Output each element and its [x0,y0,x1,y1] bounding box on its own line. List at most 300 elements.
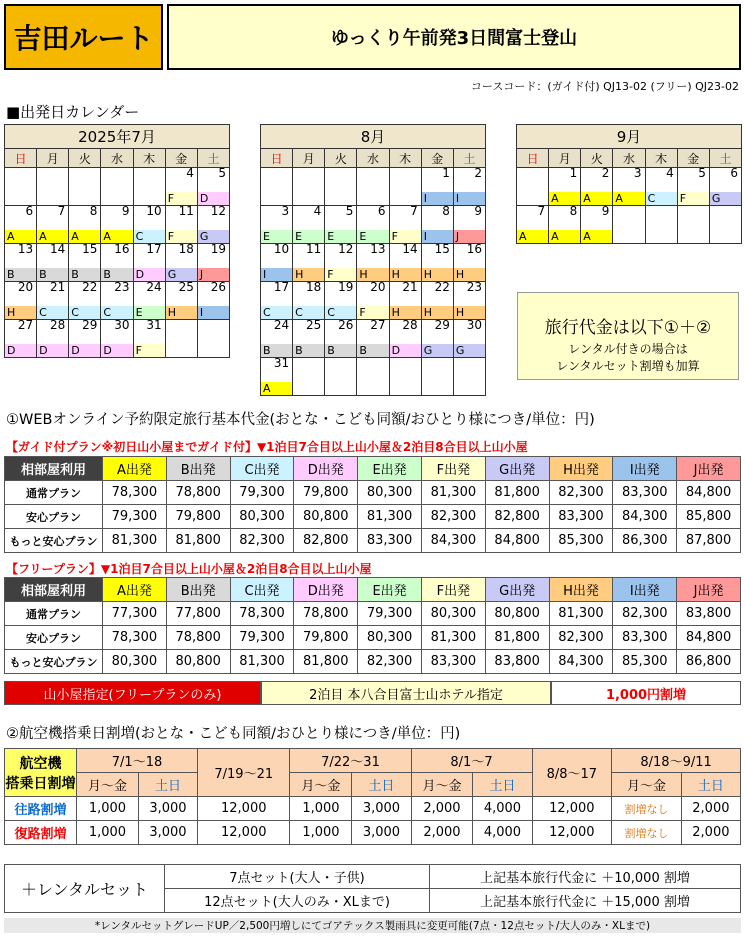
day-number: 19 [338,280,354,294]
price-cell: 78,800 [166,481,230,505]
departure-code: H [422,268,453,281]
calendar-day[interactable] [421,244,453,282]
weekday-label: 日 [5,149,37,168]
weekday-label: 木 [645,149,677,168]
calendar-day[interactable] [165,282,197,320]
day-number: 30 [466,318,482,332]
departure-code: E [134,306,165,319]
departure-code: D [69,344,100,357]
day-number: 16 [114,242,130,256]
departure-code: G [198,230,229,243]
day-number: 21 [402,280,418,294]
calendar-day[interactable] [357,244,389,282]
departure-header: C出発 [230,457,294,481]
day-number: 25 [178,280,194,294]
weekday-label: 日 [261,149,293,168]
weekday-label: 火 [69,149,101,168]
weekday-label: 金 [677,149,709,168]
day-number: 17 [273,280,290,294]
price-cell: 80,300 [421,602,485,626]
departure-header: A出発 [103,457,167,481]
surcharge-cell: 4,000 [473,821,532,845]
calendar-day[interactable] [5,320,37,358]
calendar-day[interactable] [133,320,165,358]
calendar-day[interactable] [197,168,229,206]
plan-label: もっと安心プラン [5,650,103,674]
day-number: 14 [50,242,66,256]
price-cell: 83,300 [549,505,613,529]
day-number: 5 [345,204,354,218]
calendar-day[interactable] [389,206,421,244]
price-cell: 84,300 [421,529,485,553]
calendar-day[interactable] [101,244,133,282]
departure-header: F出発 [421,578,485,602]
day-number: 8 [442,204,450,218]
day-number: 17 [146,242,162,256]
day-number: 7 [57,204,66,218]
day-number: 28 [402,318,418,332]
departure-code: B [69,268,100,281]
price-cell: 79,800 [294,481,358,505]
price-cell: 81,300 [103,529,167,553]
departure-header: I出発 [613,578,677,602]
departure-code: B [357,344,388,357]
weekday-label: 木 [133,149,165,168]
calendar-day[interactable] [69,206,101,244]
calendar-day[interactable] [5,282,37,320]
price-info-line1: 旅行代金は以下①＋② [544,318,712,338]
weekend-header: 土日 [681,773,740,797]
departure-header: A出発 [103,578,167,602]
calendar-day [645,206,677,244]
airline-label-line2: 搭乗日割増 [5,775,76,792]
day-number: 29 [82,318,98,332]
calendar-day[interactable] [197,282,229,320]
calendar-day[interactable] [421,168,453,206]
calendar-day[interactable] [69,244,101,282]
departure-header: D出発 [294,578,358,602]
surcharge-cell: 3,000 [352,821,411,845]
guide-price-table [4,456,741,553]
calendar-day[interactable] [453,244,485,282]
day-number: 23 [114,280,130,294]
departure-code: E [325,230,356,243]
price-cell: 78,300 [103,481,167,505]
weekday-header: 月～金 [411,773,473,797]
departure-code: H [390,268,421,281]
airline-surcharge-table [4,748,741,845]
weekday-label: 水 [613,149,645,168]
departure-code: G [422,344,453,357]
rental-set-7: 7点セット(大人・子供) [165,865,430,889]
rental-set-7-price: 上記基本旅行代金に ＋10,000 割増 [430,865,741,889]
departure-code: C [37,306,68,319]
weekday-label: 土 [709,149,741,168]
departure-header: G出発 [485,578,549,602]
departure-code: I [261,268,292,281]
surcharge-cell: 12,000 [198,797,290,821]
day-number: 4 [186,166,194,180]
calendar-day[interactable] [677,168,709,206]
price-cell: 83,300 [613,626,677,650]
departure-code: E [357,230,388,243]
departure-code: B [261,344,292,357]
day-number: 3 [281,204,290,218]
calendar-day[interactable] [549,206,581,244]
calendar-day[interactable] [69,282,101,320]
calendar-day [101,168,133,206]
calendar-day[interactable] [37,244,69,282]
calendar-day [293,168,325,206]
day-number: 7 [410,204,418,218]
day-number: 1 [569,166,578,180]
price-info-line2: レンタル付きの場合は [568,342,688,356]
weekday-label: 日 [517,149,549,168]
calendar-title: ■出発日カレンダー [6,103,140,121]
price-cell: 82,300 [421,505,485,529]
departure-code: A [613,192,644,205]
day-number: 13 [370,242,386,256]
price-cell: 83,800 [485,650,549,674]
price-cell: 77,300 [103,602,167,626]
surcharge-cell: 3,000 [138,797,197,821]
page-title: ゆっくり午前発3日間富士登山 [167,4,741,70]
calendar-day[interactable] [357,282,389,320]
day-number: 10 [273,242,290,256]
calendar-day[interactable] [389,320,421,358]
price-cell: 86,800 [677,650,741,674]
calendar-day[interactable] [325,206,357,244]
calendar-day[interactable] [581,168,613,206]
departure-code: B [37,268,68,281]
rental-set-12-price: 上記基本旅行代金に ＋15,000 割増 [430,889,741,913]
calendar-day [325,168,357,206]
departure-code: I [454,192,485,205]
price-cell: 79,800 [166,505,230,529]
departure-code: H [357,268,388,281]
departure-code: D [134,268,165,281]
surcharge-cell: 3,000 [138,821,197,845]
departure-code: I [422,192,453,205]
departure-code: C [101,306,132,319]
room-label: 相部屋利用 [5,578,103,602]
plan-label: もっと安心プラン [5,529,103,553]
calendar-day[interactable] [133,244,165,282]
price-cell: 85,300 [613,650,677,674]
departure-code: H [5,306,36,319]
day-number: 10 [146,204,162,218]
calendar-day[interactable] [37,206,69,244]
departure-header: E出発 [358,457,422,481]
calendar-day[interactable] [101,282,133,320]
surcharge-cell: 12,000 [198,821,290,845]
airline-label-line1: 航空機 [19,755,62,772]
day-number: 1 [442,166,450,180]
weekday-label: 水 [101,149,133,168]
weekday-header: 月～金 [612,773,682,797]
day-number: 15 [434,242,450,256]
price-cell: 82,800 [294,529,358,553]
calendar-day[interactable] [197,244,229,282]
price-cell: 77,800 [166,602,230,626]
plan-label: 通常プラン [5,602,103,626]
day-number: 18 [306,280,322,294]
departure-code: B [293,344,324,357]
day-number: 25 [306,318,322,332]
price-cell: 84,800 [677,626,741,650]
calendar-day [517,168,549,206]
price-cell: 79,300 [358,602,422,626]
departure-code: C [293,306,324,319]
calendar-day[interactable] [261,206,293,244]
price-cell: 79,300 [230,626,294,650]
departure-header: J出発 [677,578,741,602]
departure-code: B [5,268,36,281]
price-cell: 87,800 [677,529,741,553]
departure-code: F [325,268,356,281]
day-number: 11 [306,242,322,256]
weekday-label: 土 [453,149,485,168]
calendar-day[interactable] [101,320,133,358]
departure-code: C [134,230,165,243]
departure-code: F [134,344,165,357]
day-number: 14 [402,242,418,256]
calendar-day[interactable] [5,244,37,282]
calendar-day[interactable] [37,320,69,358]
weekday-label: 土 [197,149,229,168]
calendar-day[interactable] [453,320,485,358]
price-cell: 81,300 [549,602,613,626]
calendar-day[interactable] [293,206,325,244]
calendar-day[interactable] [261,282,293,320]
period-header: 8/18～9/11 [612,749,741,773]
price-cell: 85,800 [677,505,741,529]
day-number: 24 [146,280,162,294]
calendar-day [293,358,325,396]
day-number: 28 [50,318,66,332]
departure-code: J [454,230,485,243]
departure-code: H [422,306,453,319]
calendar-day [37,168,69,206]
departure-code: D [198,192,229,205]
surcharge-cell: 2,000 [411,797,473,821]
price-cell: 80,300 [358,481,422,505]
departure-header: H出発 [549,457,613,481]
weekend-header: 土日 [352,773,411,797]
departure-header: F出発 [421,457,485,481]
day-number: 20 [370,280,386,294]
calendar-day[interactable] [133,282,165,320]
day-number: 9 [121,204,130,218]
calendar-day[interactable] [101,206,133,244]
calendar-day[interactable] [293,282,325,320]
departure-code: G [710,192,741,205]
departure-header: J出発 [677,457,741,481]
hut-desc: 2泊目 本八合目富士山ホテル指定 [261,681,551,705]
departure-code: F [166,230,197,243]
day-number: 11 [178,204,194,218]
price-info-line3: レンタルセット割増も加算 [556,359,700,373]
departure-code: F [390,230,421,243]
rental-footnote: *レンタルセットグレードUP／2,500円増しにてゴアテックス製雨具に変更可能(7点・12点セット/大人のみ・XLまで) [4,918,741,933]
calendar-day[interactable] [357,206,389,244]
calendar-day[interactable] [261,320,293,358]
calendar-day[interactable] [197,206,229,244]
price-cell: 78,300 [103,626,167,650]
calendar-day [613,206,645,244]
departure-code: C [646,192,677,205]
day-number: 27 [370,318,386,332]
calendar-day[interactable] [357,320,389,358]
price-cell: 81,800 [166,529,230,553]
departure-code: A [581,192,612,205]
plan-label: 安心プラン [5,626,103,650]
departure-code: E [293,230,324,243]
departure-code: B [325,344,356,357]
calendar-day[interactable] [453,206,485,244]
surcharge-cell: 3,000 [352,797,411,821]
calendar-day[interactable] [5,206,37,244]
price-cell: 80,300 [230,505,294,529]
calendar-day[interactable] [549,168,581,206]
section1-title: ①WEBオンライン予約限定旅行基本代金(おとな・こども同額/おひとり様につき/単位：円) [6,412,595,428]
calendar-day[interactable] [581,206,613,244]
day-number: 9 [474,204,482,218]
surcharge-cell: 1,000 [77,821,139,845]
day-number: 7 [537,204,546,218]
calendar-day[interactable] [325,282,357,320]
weekday-header: 月～金 [77,773,139,797]
calendar-day [389,168,421,206]
departure-code: H [390,306,421,319]
airline-label [5,749,77,797]
day-number: 29 [434,318,450,332]
calendar-day[interactable] [261,244,293,282]
calendar-day [453,358,485,396]
price-cell: 80,800 [294,505,358,529]
departure-header: E出発 [358,578,422,602]
price-cell: 81,800 [485,626,549,650]
calendar-day [133,168,165,206]
price-cell: 78,800 [294,602,358,626]
calendar-day[interactable] [709,168,741,206]
departure-code: F [357,306,388,319]
day-number: 9 [601,204,610,218]
hut-row [4,681,741,705]
month-title: 9月 [517,125,742,149]
hut-label: 山小屋指定(フリープランのみ) [4,681,261,705]
calendar-day[interactable] [165,244,197,282]
calendar-day[interactable] [261,358,293,396]
calendar-day[interactable] [645,168,677,206]
price-cell: 82,300 [613,602,677,626]
calendar-day [357,168,389,206]
price-cell: 78,300 [230,602,294,626]
weekday-label: 金 [421,149,453,168]
calendar-day[interactable] [613,168,645,206]
surcharge-cell: 2,000 [411,821,473,845]
day-number: 27 [17,318,34,332]
day-number: 6 [377,204,386,218]
calendar-day[interactable] [69,320,101,358]
price-info-box [517,292,739,380]
calendar-day[interactable] [133,206,165,244]
calendar-day[interactable] [293,244,325,282]
rental-table [4,864,741,913]
departure-code: C [69,306,100,319]
departure-code: H [166,306,197,319]
price-cell: 81,800 [294,650,358,674]
weekday-label: 木 [389,149,421,168]
calendar-day[interactable] [421,206,453,244]
calendar-day[interactable] [293,320,325,358]
calendar-day[interactable] [325,244,357,282]
calendar-day[interactable] [389,244,421,282]
period-header: 8/8～17 [532,749,612,797]
calendar-day [261,168,293,206]
price-cell: 82,800 [485,505,549,529]
price-cell: 83,300 [421,650,485,674]
departure-header: H出発 [549,578,613,602]
weekday-label: 月 [293,149,325,168]
calendar-day [69,168,101,206]
departure-code: A [581,230,612,243]
plan-label: 通常プラン [5,481,103,505]
calendar-day[interactable] [165,168,197,206]
price-cell: 78,800 [166,626,230,650]
calendar-day[interactable] [421,282,453,320]
price-cell: 80,300 [103,650,167,674]
departure-code: E [261,230,292,243]
course-code: コースコード：(ガイド付) QJ13-02 (フリー) QJ23-02 [470,80,739,93]
rental-set-12: 12点セット(大人のみ・XLまで) [165,889,430,913]
day-number: 18 [178,242,194,256]
free-plan-note: 【フリープラン】▼1泊目7合目以上山小屋＆2泊目8合目以上山小屋 [6,562,372,576]
departure-code: A [69,230,100,243]
calendar-day[interactable] [517,206,549,244]
day-number: 16 [466,242,482,256]
departure-code: D [101,344,132,357]
price-cell: 80,800 [166,650,230,674]
price-cell: 82,300 [230,529,294,553]
day-number: 4 [313,204,322,218]
departure-code: C [325,306,356,319]
room-label: 相部屋利用 [5,457,103,481]
calendar-day[interactable] [453,168,485,206]
day-number: 15 [82,242,98,256]
weekday-header: 月～金 [290,773,352,797]
day-number: 30 [114,318,130,332]
calendar-day[interactable] [389,282,421,320]
surcharge-cell: 割増なし [612,821,682,845]
calendar-day[interactable] [37,282,69,320]
surcharge-label: 往路割増 [5,797,77,821]
rental-label: ＋レンタルセット [5,865,165,913]
calendar-day[interactable] [421,320,453,358]
surcharge-cell: 4,000 [473,797,532,821]
surcharge-cell: 1,000 [77,797,139,821]
surcharge-cell: 1,000 [290,797,352,821]
price-cell: 86,300 [613,529,677,553]
day-number: 23 [466,280,482,294]
calendar-day[interactable] [165,206,197,244]
day-number: 22 [434,280,450,294]
calendar-day[interactable] [453,282,485,320]
departure-code: F [678,192,709,205]
calendar-day[interactable] [325,320,357,358]
weekend-header: 土日 [473,773,532,797]
period-header: 7/1～18 [77,749,198,773]
